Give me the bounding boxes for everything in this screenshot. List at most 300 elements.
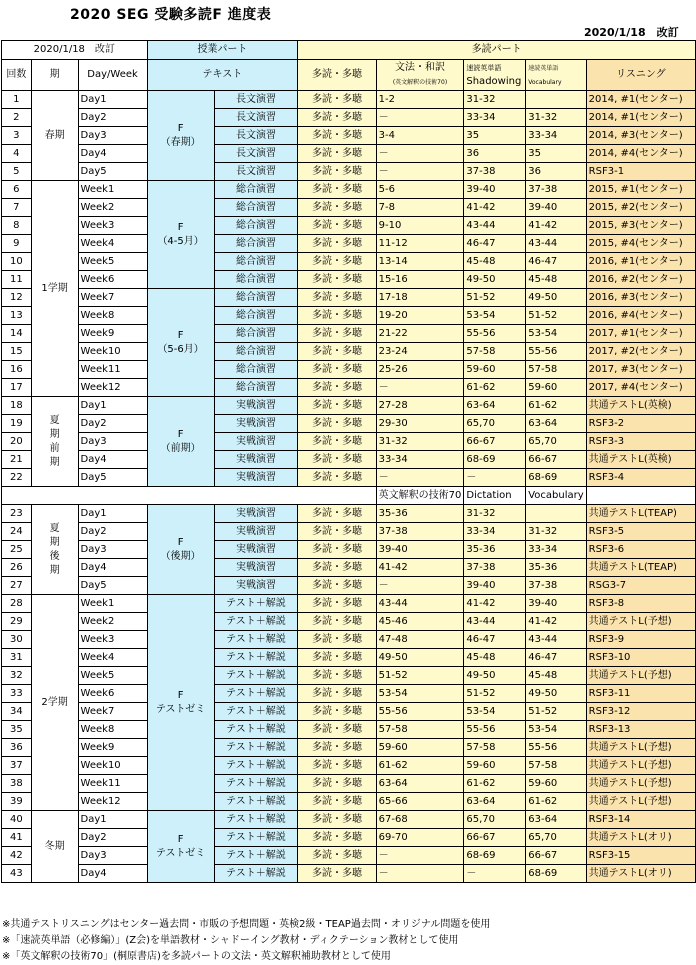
period-cell [31,505,78,595]
row-number: 13 [2,307,32,325]
vocab-cell: 55-56 [526,343,586,361]
vocab-cell: 57-58 [526,361,586,379]
text-cell [147,289,214,397]
lesson-type: 総合演習 [214,235,298,253]
vocab-cell: 36 [526,163,586,181]
table-row [2,181,696,199]
tadoku-cell: 多読・多聴 [298,289,376,307]
row-number: 23 [2,505,32,523]
vocab-cell: 35-36 [526,559,586,577]
vocab-cell: 33-34 [526,541,586,559]
row-number: 20 [2,433,32,451]
day-week: Week9 [78,739,147,757]
shadowing-cell: 55-56 [464,325,526,343]
bunpo-cell: 69-70 [376,829,464,847]
text-line2: （5-6月） [157,343,204,355]
period-label: 1学期 [41,282,68,294]
shadowing-cell: 35 [464,127,526,145]
period-char: 期 [49,428,60,440]
table-row [2,775,696,793]
lesson-type: 実戦演習 [214,559,298,577]
vocab-cell: 66-67 [526,451,586,469]
table-row [2,91,696,109]
vocab-cell: 43-44 [526,631,586,649]
row-number: 10 [2,253,32,271]
shadowing-cell: 43-44 [464,217,526,235]
day-week: Day5 [78,577,147,595]
day-week: Day3 [78,541,147,559]
row-number: 39 [2,793,32,811]
tadoku-cell: 多読・多聴 [298,91,376,109]
shadowing-cell: 59-60 [464,361,526,379]
bunpo-cell: － [376,145,464,163]
text-line1: F [177,221,184,233]
day-week: Week1 [78,595,147,613]
table-revision-date: 2020/1/18 改訂 [2,41,148,60]
day-week: Week4 [78,235,147,253]
lesson-type: 総合演習 [214,253,298,271]
period-cell [31,595,78,811]
tadoku-cell: 多読・多聴 [298,667,376,685]
vocab-cell: 49-50 [526,289,586,307]
header-jugyo-part: 授業パート [147,41,298,60]
text-line1: F [177,689,184,701]
bunpo-cell: 17-18 [376,289,464,307]
bunpo-cell: 51-52 [376,667,464,685]
listening-cell: 共通テストL(オリ) [586,829,695,847]
listening-cell: RSF3-6 [586,541,695,559]
day-week: Day4 [78,451,147,469]
vocab-cell: 63-64 [526,811,586,829]
lesson-type: テスト＋解説 [214,847,298,865]
bunpo-cell: 59-60 [376,739,464,757]
row-number: 26 [2,559,32,577]
listening-cell: RSF3-3 [586,433,695,451]
listening-cell: RSF3-8 [586,595,695,613]
day-week: Day2 [78,415,147,433]
lesson-type: 実戦演習 [214,451,298,469]
row-number: 21 [2,451,32,469]
day-week: Day3 [78,127,147,145]
day-week: Week3 [78,217,147,235]
shadowing-cell: 51-52 [464,685,526,703]
day-week: Day2 [78,829,147,847]
table-row [2,379,696,397]
bunpo-cell: － [376,379,464,397]
tadoku-cell: 多読・多聴 [298,181,376,199]
shadowing-cell: 63-64 [464,793,526,811]
period-cell [31,811,78,883]
shadowing-cell: 36 [464,145,526,163]
text-line1: F [177,428,184,440]
day-week: Week8 [78,307,147,325]
lesson-type: 実戦演習 [214,469,298,487]
tadoku-cell: 多読・多聴 [298,343,376,361]
day-week: Week11 [78,775,147,793]
tadoku-cell: 多読・多聴 [298,739,376,757]
day-week: Week2 [78,199,147,217]
lesson-type: テスト＋解説 [214,793,298,811]
table-row [2,343,696,361]
row-number: 35 [2,721,32,739]
day-week: Week3 [78,631,147,649]
vocab-cell: 51-52 [526,307,586,325]
period-cell [31,397,78,487]
tadoku-cell: 多読・多聴 [298,523,376,541]
lesson-type: テスト＋解説 [214,703,298,721]
table-row [2,145,696,163]
shadowing-cell: 33-34 [464,109,526,127]
lesson-type: 長文演習 [214,163,298,181]
vocab-cell: 53-54 [526,721,586,739]
listening-cell: RSF3-11 [586,685,695,703]
shadowing-cell: 49-50 [464,271,526,289]
listening-cell: 共通テストL(予想) [586,739,695,757]
tadoku-cell: 多読・多聴 [298,415,376,433]
text-line2: （後期） [160,550,201,562]
text-cell [147,505,214,595]
text-line1: F [177,122,184,134]
listening-cell: RSF3-14 [586,811,695,829]
period-char: 期 [49,536,60,548]
bunpo-cell: 67-68 [376,811,464,829]
listening-cell: RSF3-15 [586,847,695,865]
row-number: 7 [2,199,32,217]
table-row [2,433,696,451]
day-week: Day3 [78,847,147,865]
day-week: Day1 [78,505,147,523]
bunpo-cell: 31-32 [376,433,464,451]
period-cell [31,91,78,181]
vocab-cell: 31-32 [526,109,586,127]
bunpo-cell: 49-50 [376,649,464,667]
vocab-cell: 66-67 [526,847,586,865]
row-number: 33 [2,685,32,703]
vocab-cell: 63-64 [526,415,586,433]
listening-cell: RSG3-7 [586,577,695,595]
lesson-type: テスト＋解説 [214,613,298,631]
row-number: 9 [2,235,32,253]
lesson-type: 総合演習 [214,379,298,397]
tadoku-cell: 多読・多聴 [298,505,376,523]
bunpo-cell: 9-10 [376,217,464,235]
text-line2: （前期） [160,442,201,454]
tadoku-cell: 多読・多聴 [298,721,376,739]
table-row [2,685,696,703]
vocab-cell: 59-60 [526,379,586,397]
vocab-cell: 43-44 [526,235,586,253]
listening-cell: 2017, #1(センター) [586,325,695,343]
row-number: 6 [2,181,32,199]
header-bunpo-label: 文法・和訳 [395,62,445,73]
text-cell [147,397,214,487]
table-row [2,109,696,127]
table-row [2,631,696,649]
vocab-cell: 46-47 [526,649,586,667]
listening-cell: 共通テストL(TEAP) [586,559,695,577]
day-week: Day3 [78,433,147,451]
day-week: Day4 [78,865,147,883]
tadoku-cell: 多読・多聴 [298,559,376,577]
table-row [2,505,696,523]
listening-cell: 共通テストL(英検) [586,451,695,469]
lesson-type: 総合演習 [214,181,298,199]
lesson-type: テスト＋解説 [214,685,298,703]
shadowing-cell: 53-54 [464,307,526,325]
listening-cell: 2015, #1(センター) [586,181,695,199]
table-row [2,235,696,253]
listening-cell: 2015, #2(センター) [586,199,695,217]
bunpo-cell: 3-4 [376,127,464,145]
tadoku-cell: 多読・多聴 [298,451,376,469]
row-number: 36 [2,739,32,757]
period-char: 夏 [49,414,60,426]
row-number: 18 [2,397,32,415]
day-week: Week5 [78,667,147,685]
tadoku-cell: 多読・多聴 [298,703,376,721]
row-number: 25 [2,541,32,559]
period-char: 期 [49,456,60,468]
lesson-type: テスト＋解説 [214,811,298,829]
header-no: 回数 [2,60,32,91]
lesson-type: テスト＋解説 [214,865,298,883]
bunpo-cell: 11-12 [376,235,464,253]
tadoku-cell: 多読・多聴 [298,109,376,127]
row-number: 31 [2,649,32,667]
lesson-type: 実戦演習 [214,541,298,559]
row-number: 8 [2,217,32,235]
bunpo-cell: 47-48 [376,631,464,649]
day-week: Day2 [78,109,147,127]
header-vocab-label: Vocabulary [528,79,562,86]
row-number: 1 [2,91,32,109]
vocab-cell: 61-62 [526,397,586,415]
header-sokudoku [464,60,526,91]
shadowing-cell: 66-67 [464,829,526,847]
listening-cell: 2014, #1(センター) [586,91,695,109]
shadowing-cell: 53-54 [464,703,526,721]
tadoku-cell: 多読・多聴 [298,793,376,811]
bunpo-cell: 19-20 [376,307,464,325]
text-cell [147,181,214,289]
vocab-cell: 55-56 [526,739,586,757]
listening-cell: RSF3-9 [586,631,695,649]
header-vocab [526,60,586,91]
lesson-type: テスト＋解説 [214,595,298,613]
listening-cell: 2014, #3(センター) [586,127,695,145]
day-week: Week10 [78,343,147,361]
text-line2: （4-5月） [157,235,204,247]
table-row [2,307,696,325]
listening-cell: 2016, #4(センター) [586,307,695,325]
lesson-type: 実戦演習 [214,523,298,541]
table-row [2,361,696,379]
day-week: Day4 [78,559,147,577]
page-title: 2020 SEG 受験多読F 進度表 [70,7,272,23]
table-row [2,739,696,757]
text-line1: F [177,536,184,548]
lesson-type: 総合演習 [214,307,298,325]
bunpo-cell: 1-2 [376,91,464,109]
tadoku-cell: 多読・多聴 [298,325,376,343]
lesson-type: テスト＋解説 [214,757,298,775]
row-number: 2 [2,109,32,127]
vocab-cell: 41-42 [526,217,586,235]
shadowing-cell: 65,70 [464,415,526,433]
table-row [2,649,696,667]
tadoku-cell: 多読・多聴 [298,361,376,379]
bunpo-cell: 33-34 [376,451,464,469]
tadoku-cell: 多読・多聴 [298,775,376,793]
period-char: 前 [49,442,60,454]
tadoku-cell: 多読・多聴 [298,145,376,163]
mid-header-dictation: Dictation [464,487,526,505]
bunpo-cell: － [376,865,464,883]
table-row [2,829,696,847]
shadowing-cell: 37-38 [464,559,526,577]
text-cell [147,91,214,181]
day-week: Week8 [78,721,147,739]
tadoku-cell: 多読・多聴 [298,127,376,145]
bunpo-cell: 61-62 [376,757,464,775]
bunpo-cell: 57-58 [376,721,464,739]
table-row [2,811,696,829]
text-line1: F [177,329,184,341]
tadoku-cell: 多読・多聴 [298,829,376,847]
bunpo-cell: 27-28 [376,397,464,415]
table-row [2,289,696,307]
tadoku-cell: 多読・多聴 [298,379,376,397]
lesson-type: 長文演習 [214,127,298,145]
lesson-type: 総合演習 [214,361,298,379]
day-week: Week12 [78,793,147,811]
row-number: 5 [2,163,32,181]
lesson-type: 総合演習 [214,199,298,217]
listening-cell: 共通テストL(予想) [586,775,695,793]
table-row [2,847,696,865]
header-bunpo [376,60,464,91]
row-number: 37 [2,757,32,775]
text-line1: F [177,833,184,845]
shadowing-cell: 41-42 [464,199,526,217]
table-row [2,163,696,181]
vocab-cell [526,91,586,109]
table-row [2,451,696,469]
lesson-type: 総合演習 [214,289,298,307]
row-number: 19 [2,415,32,433]
bunpo-cell: 45-46 [376,613,464,631]
bunpo-cell: 53-54 [376,685,464,703]
tadoku-cell: 多読・多聴 [298,685,376,703]
table-row [2,667,696,685]
listening-cell: 2015, #4(センター) [586,235,695,253]
table-row [2,415,696,433]
day-week: Day2 [78,523,147,541]
day-week: Week7 [78,289,147,307]
schedule-table [1,40,696,883]
table-row [2,865,696,883]
header-listening: リスニング [586,60,695,91]
shadowing-cell: 45-48 [464,253,526,271]
row-number: 38 [2,775,32,793]
tadoku-cell: 多読・多聴 [298,469,376,487]
vocab-cell: 31-32 [526,523,586,541]
tadoku-cell: 多読・多聴 [298,757,376,775]
vocab-cell: 45-48 [526,667,586,685]
tadoku-cell: 多読・多聴 [298,577,376,595]
listening-cell: 共通テストL(英検) [586,397,695,415]
vocab-cell: 45-48 [526,271,586,289]
shadowing-cell: 68-69 [464,451,526,469]
lesson-type: 実戦演習 [214,433,298,451]
row-number: 32 [2,667,32,685]
row-number: 27 [2,577,32,595]
listening-cell: 2017, #3(センター) [586,361,695,379]
lesson-type: 長文演習 [214,91,298,109]
vocab-cell: 61-62 [526,793,586,811]
period-label: 春期 [44,129,65,141]
listening-cell: 共通テストL(予想) [586,667,695,685]
shadowing-cell: 39-40 [464,181,526,199]
day-week: Week9 [78,325,147,343]
header-day-week: Day/Week [78,60,147,91]
row-number: 28 [2,595,32,613]
shadowing-cell: 65,70 [464,811,526,829]
bunpo-cell: 65-66 [376,793,464,811]
listening-cell: 共通テストL(予想) [586,757,695,775]
period-label: 2学期 [41,696,68,708]
shadowing-cell: 46-47 [464,235,526,253]
footnote: ※「速読英単語（必修編）」(Z会)を単語教材・シャドーイング教材・ディクテーション教材として使用 [2,935,459,946]
vocab-cell [526,505,586,523]
bunpo-cell: － [376,847,464,865]
listening-cell: 共通テストL(予想) [586,793,695,811]
lesson-type: 総合演習 [214,217,298,235]
lesson-type: 長文演習 [214,145,298,163]
listening-cell: 共通テストL(オリ) [586,865,695,883]
lesson-type: 総合演習 [214,343,298,361]
vocab-cell: 57-58 [526,757,586,775]
header-shadowing: Shadowing [466,76,522,87]
row-number: 17 [2,379,32,397]
period-label: 冬期 [44,840,65,852]
header-bunpo-sub: (英文解釈の技術70) [392,79,448,86]
row-number: 24 [2,523,32,541]
bunpo-cell: 23-24 [376,343,464,361]
listening-cell: RSF3-13 [586,721,695,739]
period-char: 後 [49,550,60,562]
shadowing-cell: 61-62 [464,379,526,397]
bunpo-cell: － [376,469,464,487]
day-week: Day5 [78,469,147,487]
table-row [2,757,696,775]
text-line2: テストゼミ [155,703,206,715]
shadowing-cell: 45-48 [464,649,526,667]
bunpo-cell: 29-30 [376,415,464,433]
listening-cell: 共通テストL(TEAP) [586,505,695,523]
mid-header-bunpo: 英文解釈の技術70 [376,487,464,505]
text-cell [147,811,214,883]
listening-cell: 2014, #4(センター) [586,145,695,163]
footnote: ※「英文解釈の技術70」(桐原書店)を多読パートの文法・英文解釈補助教材として使用 [2,951,391,962]
shadowing-cell: 55-56 [464,721,526,739]
revision-date: 2020/1/18 改訂 [584,26,679,39]
lesson-type: テスト＋解説 [214,649,298,667]
day-week: Week10 [78,757,147,775]
shadowing-cell: 37-38 [464,163,526,181]
row-number: 40 [2,811,32,829]
vocab-cell: 65,70 [526,829,586,847]
